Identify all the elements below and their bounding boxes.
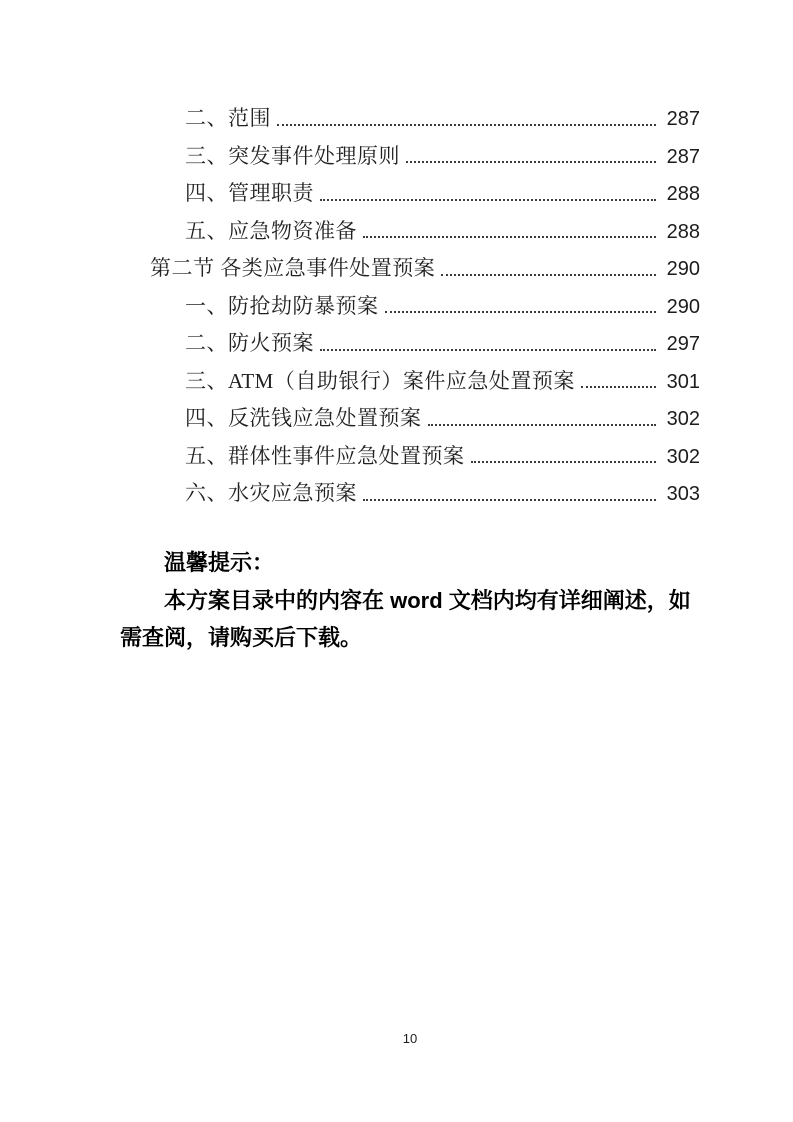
toc-entry-label: 一、防抢劫防暴预案 <box>185 293 379 318</box>
toc-entry-page-number: 288 <box>666 220 700 243</box>
dot-leader <box>406 161 656 163</box>
page-footer <box>120 1031 700 1053</box>
notice-block <box>120 544 700 657</box>
dot-leader <box>385 311 657 313</box>
toc-entry-page-number: 287 <box>666 108 700 130</box>
toc-entry-page-number: 290 <box>666 295 700 318</box>
notice-title: 温馨提示： <box>164 550 275 575</box>
dot-leader <box>320 199 656 201</box>
toc-entry-page-number: 290 <box>666 258 700 280</box>
toc-entry[interactable] <box>120 100 700 138</box>
toc-entry-label: 三、ATM（自助银行）案件应急处置预案 <box>185 368 575 393</box>
toc-entry[interactable] <box>120 213 700 251</box>
toc-entry-label: 四、管理职责 <box>185 181 314 205</box>
dot-leader <box>277 124 656 126</box>
toc-entry-label: 三、突发事件处理原则 <box>185 143 400 168</box>
toc-entry[interactable] <box>120 438 700 476</box>
toc-entry-label: 五、应急物资准备 <box>185 218 357 243</box>
dot-leader <box>363 499 656 501</box>
toc-entry-page-number: 303 <box>666 483 700 505</box>
dot-leader <box>320 349 656 351</box>
table-of-contents <box>120 100 700 513</box>
toc-entry-label: 第二节 各类应急事件处置预案 <box>150 256 436 280</box>
notice-line-2: 需查阅，请购买后下载。 <box>120 625 363 650</box>
toc-entry-page-number: 297 <box>666 333 700 355</box>
toc-entry-label: 六、水灾应急预案 <box>185 481 357 505</box>
dot-leader <box>363 236 656 238</box>
dot-leader <box>581 386 656 388</box>
dot-leader <box>471 461 657 463</box>
notice-line-1: 本方案目录中的内容在 word 文档内均有详细阐述，如 <box>164 587 691 613</box>
toc-entry[interactable] <box>120 250 700 288</box>
toc-entry-page-number: 302 <box>666 445 700 468</box>
toc-entry[interactable] <box>120 325 700 363</box>
toc-entry-label: 四、反洗钱应急处置预案 <box>185 406 422 430</box>
toc-entry-label: 二、范围 <box>185 106 271 130</box>
toc-entry[interactable] <box>120 363 700 401</box>
toc-entry-label: 二、防火预案 <box>185 331 314 355</box>
toc-entry-page-number: 288 <box>666 183 700 205</box>
toc-entry[interactable] <box>120 138 700 176</box>
toc-entry[interactable] <box>120 475 700 513</box>
toc-entry[interactable] <box>120 288 700 326</box>
dot-leader <box>441 274 656 276</box>
toc-entry[interactable] <box>120 400 700 438</box>
toc-entry-page-number: 287 <box>666 145 700 168</box>
toc-entry-page-number: 302 <box>666 408 700 430</box>
toc-entry[interactable] <box>120 175 700 213</box>
toc-entry-page-number: 301 <box>666 370 700 393</box>
page-number: 10 <box>402 1031 418 1046</box>
dot-leader <box>428 424 657 426</box>
toc-entry-label: 五、群体性事件应急处置预案 <box>185 443 465 468</box>
